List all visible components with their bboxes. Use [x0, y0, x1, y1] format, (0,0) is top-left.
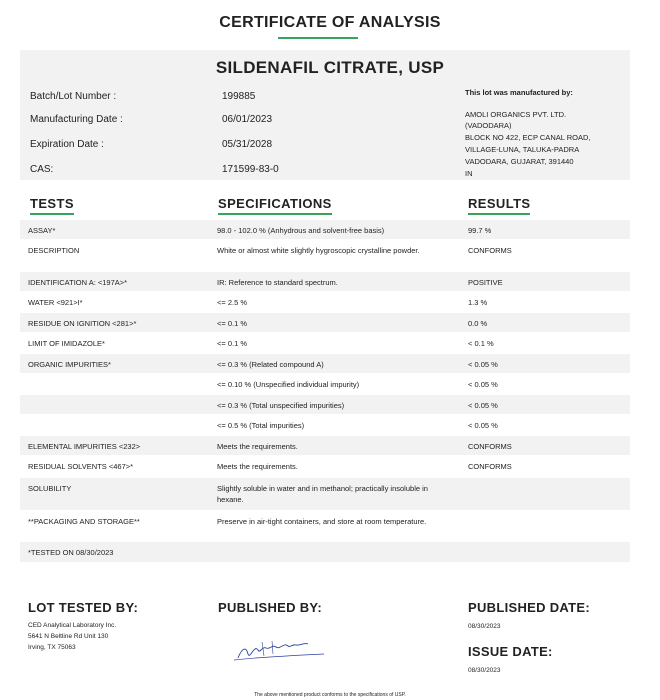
cas-value: 171599-83-0: [222, 164, 279, 175]
table-row: [20, 415, 630, 435]
test-spec: Meets the requirements.: [217, 462, 298, 471]
lab-line: Irving, TX 75063: [28, 644, 76, 651]
table-row: [20, 220, 630, 239]
test-result: 0.0 %: [468, 319, 488, 328]
table-row: [20, 436, 630, 455]
cas-label: CAS:: [30, 164, 54, 175]
tests-underline: [30, 213, 74, 215]
manufacturer-line: BLOCK NO 422, ECP CANAL ROAD,: [465, 133, 591, 142]
test-spec: Slightly soluble in water and in methanol; practically insoluble in hexane.: [217, 484, 428, 504]
test-result: CONFORMS: [468, 246, 512, 255]
product-name: SILDENAFIL CITRATE, USP: [215, 58, 445, 77]
test-spec: <= 0.3 % (Related compound A): [217, 360, 324, 369]
test-result: < 0.05 %: [468, 380, 498, 389]
test-name: SOLUBILITY: [28, 484, 72, 493]
test-name: DESCRIPTION: [28, 246, 80, 255]
test-spec: <= 0.10 % (Unspecified individual impurity): [217, 380, 360, 389]
table-row: [20, 354, 630, 373]
test-name: WATER <921>I*: [28, 298, 83, 307]
table-row: [20, 292, 630, 312]
manufacturer-line: VADODARA, GUJARAT, 391440: [465, 157, 574, 166]
tests-header: TESTS: [30, 196, 74, 211]
issue-date-value: 08/30/2023: [468, 667, 501, 674]
table-row: [20, 240, 630, 272]
test-spec: 98.0 - 102.0 % (Anhydrous and solvent-free basis): [217, 226, 385, 235]
table-row: [20, 395, 630, 414]
test-result: CONFORMS: [468, 442, 512, 451]
test-result: < 0.05 %: [468, 401, 498, 410]
manufacturer-title: This lot was manufactured by:: [465, 88, 573, 97]
published-by-heading: PUBLISHED BY:: [218, 600, 323, 615]
specifications-underline: [218, 213, 332, 215]
test-result: < 0.05 %: [468, 360, 498, 369]
test-result: 1.3 %: [468, 298, 488, 307]
specifications-header: SPECIFICATIONS: [218, 196, 332, 211]
lot-tested-by-heading: LOT TESTED BY:: [28, 600, 139, 615]
test-name: ASSAY*: [28, 226, 56, 235]
batch-value: 199885: [222, 91, 256, 102]
table-row: [20, 333, 630, 353]
exp-date-label: Expiration Date :: [30, 139, 104, 150]
lab-line: 5641 N Beltline Rd Unit 130: [28, 633, 109, 640]
results-underline: [468, 213, 530, 215]
test-name: **PACKAGING AND STORAGE**: [28, 517, 140, 526]
issue-date-heading: ISSUE DATE:: [468, 644, 553, 659]
test-spec: <= 0.1 %: [217, 319, 248, 328]
conformance-note: The above mentioned product conforms to the specifications of USP.: [254, 692, 406, 698]
manufacturer-line: (VADODARA): [465, 121, 512, 130]
test-spec: White or almost white slightly hygroscopic crystalline powder.: [217, 246, 420, 255]
test-spec: Preserve in air-tight containers, and store at room temperature.: [217, 517, 427, 526]
batch-label: Batch/Lot Number :: [30, 91, 117, 102]
manufacturer-line: VILLAGE-LUNA, TALUKA-PADRA: [465, 145, 580, 154]
table-row: [20, 542, 630, 562]
test-spec: <= 0.1 %: [217, 339, 248, 348]
mfg-date-value: 06/01/2023: [222, 114, 273, 125]
page-title: CERTIFICATE OF ANALYSIS: [219, 14, 441, 31]
results-header: RESULTS: [468, 196, 531, 211]
test-result: CONFORMS: [468, 462, 512, 471]
test-result: < 0.1 %: [468, 339, 494, 348]
test-name: IDENTIFICATION A: <197A>*: [28, 278, 128, 287]
test-spec: IR: Reference to standard spectrum.: [217, 278, 338, 287]
test-spec: <= 0.3 % (Total unspecified impurities): [217, 401, 345, 410]
mfg-date-label: Manufacturing Date :: [30, 114, 123, 125]
exp-date-value: 05/31/2028: [222, 139, 273, 150]
test-spec: <= 0.5 % (Total impurities): [217, 421, 305, 430]
manufacturer-line: IN: [465, 169, 473, 178]
table-row: [20, 456, 630, 477]
test-name: RESIDUAL SOLVENTS <467>*: [28, 462, 134, 471]
signature-image: [232, 636, 332, 666]
published-date-value: 08/30/2023: [468, 623, 501, 630]
test-spec: Meets the requirements.: [217, 442, 298, 451]
test-name: *TESTED ON 08/30/2023: [28, 548, 114, 557]
test-name: ORGANIC IMPURITIES*: [28, 360, 111, 369]
table-row: [20, 478, 630, 510]
test-result: POSITIVE: [468, 278, 503, 287]
test-result: 99.7 %: [468, 226, 492, 235]
test-name: RESIDUE ON IGNITION <281>*: [28, 319, 137, 328]
table-row: [20, 511, 630, 542]
table-row: [20, 374, 630, 394]
published-date-heading: PUBLISHED DATE:: [468, 600, 590, 615]
lab-line: CED Analytical Laboratory Inc.: [28, 622, 117, 629]
table-row: [20, 272, 630, 291]
test-spec: <= 2.5 %: [217, 298, 248, 307]
test-result: < 0.05 %: [468, 421, 498, 430]
test-name: LIMIT OF IMIDAZOLE*: [28, 339, 105, 348]
table-row: [20, 313, 630, 332]
manufacturer-line: AMOLI ORGANICS PVT. LTD.: [465, 110, 567, 119]
title-underline: [278, 37, 358, 39]
test-name: ELEMENTAL IMPURITIES <232>: [28, 442, 141, 451]
